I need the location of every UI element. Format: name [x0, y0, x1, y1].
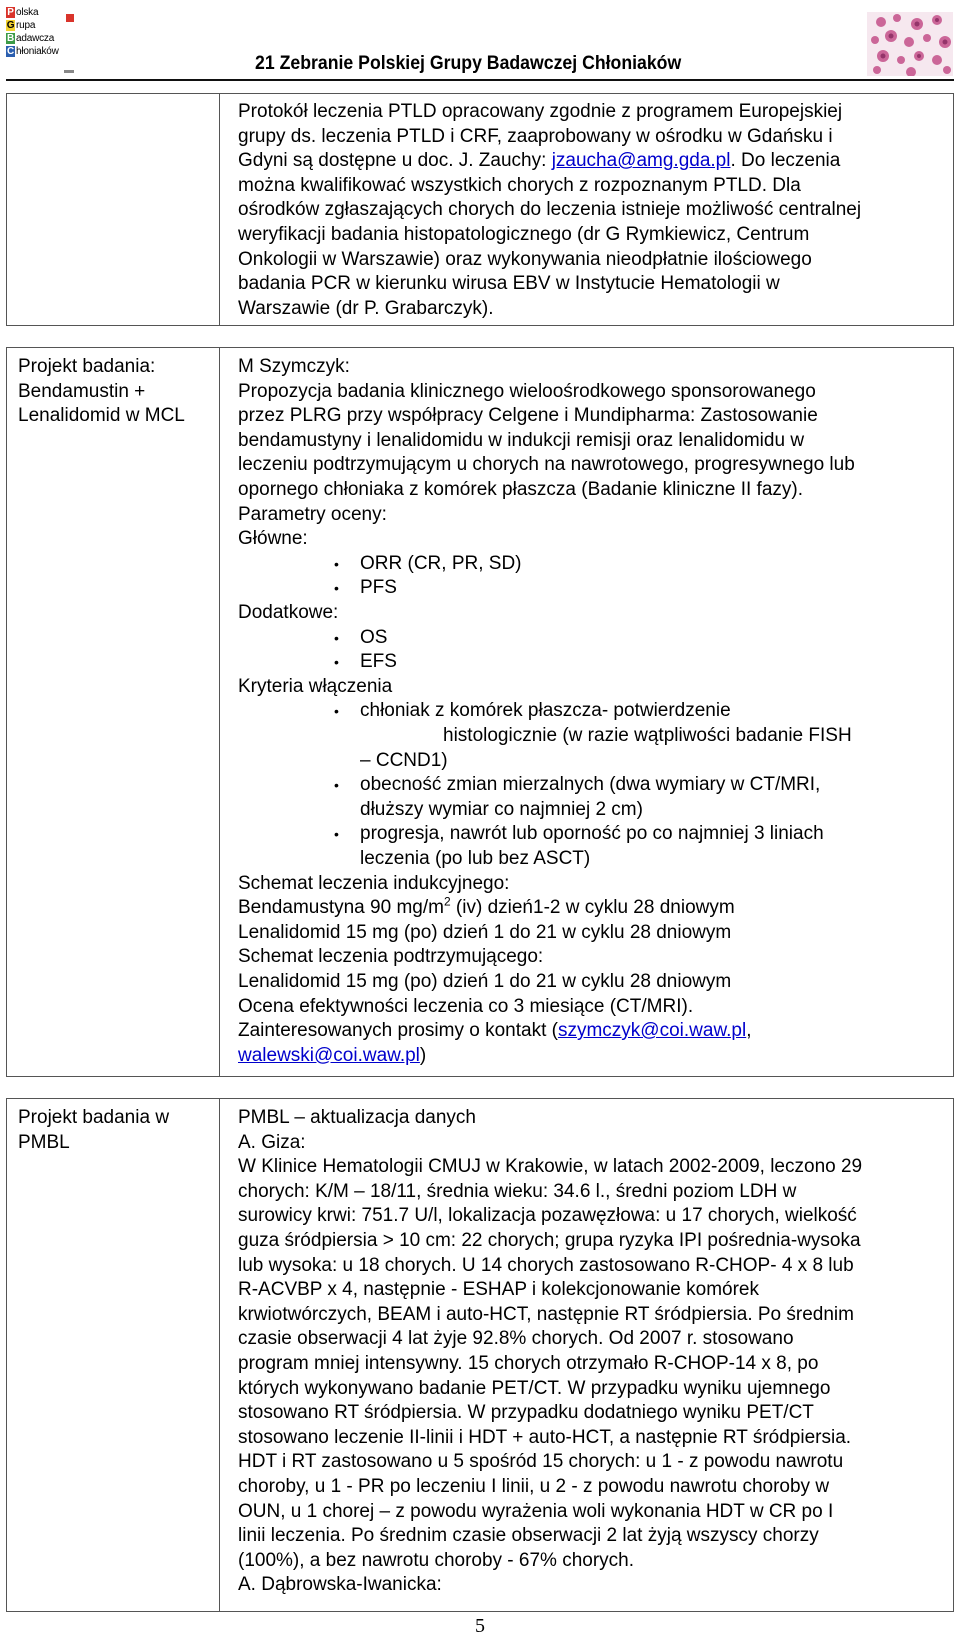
text-line: choroby, u 1 - PR po leczeniu I linii, u 2 - z powodu nawrotu choroby w	[238, 1476, 830, 1497]
text-line: A. Giza:	[238, 1131, 306, 1153]
superscript: 2	[443, 894, 451, 909]
row-label-line: Lenalidomid w MCL	[18, 405, 185, 427]
logo-accent-square	[66, 14, 74, 22]
text-line: surowicy krwi: 751.7 U/l, lokalizacja pozawęzłowa: u 17 chorych, wielkość	[238, 1205, 857, 1227]
text-line: Schemat leczenia indukcyjnego:	[238, 872, 510, 894]
text-line: weryfikacji badania histopatologicznego (dr G Rymkiewicz, Centrum	[238, 224, 810, 245]
logo-initial: P	[7, 7, 14, 18]
logo-word: adawcza	[16, 33, 55, 44]
microscopy-cells-image	[867, 12, 953, 76]
text-line: walewski@coi.waw.pl)	[238, 1044, 427, 1066]
text-line: badania PCR w kierunku wirusa EBV w Instytucie Hematologii w	[238, 273, 780, 295]
row-label	[18, 1106, 169, 1155]
table-row	[6, 93, 954, 326]
bullet-item: progresja, nawrót lub oporność po co najmniej 3 liniach	[360, 823, 824, 845]
text-line: Parametry oceny:	[238, 503, 387, 525]
text-line: grupy ds. leczenia PTLD i CRF, zaaprobowany w ośrodku w Gdańsku i	[238, 125, 833, 147]
page-header	[0, 0, 960, 82]
table-row	[6, 347, 954, 1077]
logo-word: rupa	[16, 20, 36, 31]
logo-initial: B	[6, 33, 15, 44]
row-content-cell	[220, 94, 953, 325]
text-line: leczenia (po lub bez ASCT)	[360, 848, 591, 869]
text-line: OUN, u 1 chorej – z powodu wyrażenia woli wykonania HDT w CR po I	[238, 1500, 834, 1522]
logo-line	[6, 6, 70, 19]
row-label-cell	[7, 1099, 220, 1611]
bullet-item: EFS	[360, 651, 397, 673]
bullet-icon: •	[334, 580, 339, 597]
header-title: 21 Zebranie Polskiej Grupy Badawczej Chłoniaków	[254, 53, 682, 74]
bullet-item: PFS	[360, 577, 397, 599]
bullet-icon: •	[334, 703, 339, 720]
text-line: krwiotwórczych, BEAM i auto-HCT, następnie RT śródpiersia. Po średnim	[238, 1303, 854, 1325]
row-label-line: PMBL	[18, 1131, 70, 1153]
text-line: Kryteria włączenia	[238, 675, 393, 697]
text-line: stosowano leczenie II-linii i HDT + auto-HCT, a następnie RT śródpiersia.	[238, 1426, 852, 1448]
text-line: HDT i RT zastosowano u 5 spośród 15 chorych: u 1 - z powodu nawrotu	[238, 1451, 844, 1473]
text-line: – CCND1)	[360, 749, 448, 771]
bullet-item: ORR (CR, PR, SD)	[360, 552, 522, 574]
text-line: W Klinice Hematologii CMUJ w Krakowie, w latach 2002-2009, leczono 29	[238, 1156, 863, 1178]
text-line: Onkologii w Warszawie) oraz wykonywania nieodpłatnie ilościowego	[238, 248, 812, 270]
row-label-line: Bendamustin +	[18, 380, 146, 402]
text-line: Dodatkowe:	[238, 602, 339, 623]
text-line: chorych: K/M – 18/11, średnia wieku: 34.6 l., średni poziom LDH w	[238, 1180, 797, 1202]
text-line: których wykonywano badanie PET/CT. W przypadku wyniku ujemnego	[238, 1377, 831, 1399]
text-line: Schemat leczenia podtrzymującego:	[238, 946, 544, 968]
text-line: Lenalidomid 15 mg (po) dzień 1 do 21 w cyklu 28 dniowym	[238, 921, 732, 943]
logo-line	[6, 19, 70, 32]
text-line: R-ACVBP x 4, następnie - ESHAP i kolekcjonowanie komórek	[238, 1279, 759, 1301]
header-divider	[6, 79, 954, 81]
logo-word: hłoniaków	[16, 46, 59, 57]
row-label-cell	[7, 94, 220, 325]
text-line: Lenalidomid 15 mg (po) dzień 1 do 21 w cyklu 28 dniowym	[238, 971, 732, 992]
text-line: stosowano RT śródpiersia. W przypadku dodatniego wyniku PET/CT	[238, 1402, 814, 1424]
bullet-icon: •	[334, 826, 339, 843]
row-content-cell	[220, 1099, 953, 1611]
bullet-icon: •	[334, 629, 339, 646]
text-line: linii leczenia. Po średnim czasie obserwacji 2 lat żyją wszyscy chorzy	[238, 1525, 819, 1547]
text-line: leczeniu podtrzymującym u chorych na nawrotowego, progresywnego lub	[238, 454, 855, 476]
text-line: (100%), a bez nawrotu choroby - 67% chorych.	[238, 1549, 635, 1571]
row-label-line: Projekt badania:	[18, 356, 156, 377]
text-line: M Szymczyk:	[238, 356, 350, 377]
row-label	[18, 355, 185, 429]
text-line: guza śródpiersia > 10 cm: 22 chorych; grupa ryzyka IPI pośrednia-wysoka	[238, 1230, 861, 1251]
row-label-line: Projekt badania w	[18, 1107, 170, 1128]
text-line: czasie obserwacji 4 lat żyje 92.8% chorych. Od 2007 r. stosowano	[238, 1328, 794, 1350]
text-line: Warszawie (dr P. Grabarczyk).	[238, 297, 494, 319]
bullet-icon: •	[334, 777, 339, 794]
email-link[interactable]: walewski@coi.waw.pl	[238, 1044, 420, 1066]
text-line: można kwalifikować wszystkich chorych z rozpoznanym PTLD. Dla	[238, 174, 801, 196]
bullet-item: OS	[360, 626, 388, 648]
bullet-item: obecność zmian mierzalnych (dwa wymiary w CT/MRI,	[360, 774, 821, 796]
text-line: Ocena efektywności leczenia co 3 miesiące (CT/MRI).	[238, 995, 694, 1017]
row-content-cell	[220, 348, 953, 1076]
text-line: ośrodków zgłaszających chorych do leczenia istnieje możliwość centralnej	[238, 199, 862, 221]
bullet-item: chłoniak z komórek płaszcza- potwierdzenie	[360, 700, 731, 722]
text-line: Bendamustyna 90 $mg/m^2$ (iv) dzień1-2 w cyklu 28 dniowym	[238, 894, 735, 919]
text-line: histologicznie (w razie wątpliwości badanie FISH	[443, 725, 852, 746]
text-line: Główne:	[238, 528, 308, 550]
text-line: A. Dąbrowska-Iwanicka:	[238, 1574, 442, 1596]
bullet-icon: •	[334, 555, 339, 572]
text-line: dłuższy wymiar co najmniej 2 cm)	[360, 798, 643, 820]
logo-initial: G	[6, 20, 15, 31]
text-line: program mniej intensywny. 15 chorych otrzymało R-CHOP-14 x 8, po	[238, 1353, 819, 1374]
email-link[interactable]: szymczyk@coi.waw.pl	[557, 1020, 747, 1042]
text-line: opornego chłoniaka z komórek płaszcza (Badanie kliniczne II fazy).	[238, 479, 804, 500]
logo-initial: C	[6, 46, 15, 57]
text-line: bendamustyny i lenalidomidu w indukcji remisji oraz lenalidomidu w	[238, 429, 805, 451]
text-line: Protokół leczenia PTLD opracowany zgodnie z programem Europejskiej	[238, 101, 843, 122]
text-line: PMBL – aktualizacja danych	[238, 1107, 476, 1128]
text-line: przez PLRG przy współpracy Celgene i Mundipharma: Zastosowanie	[238, 405, 818, 427]
email-link[interactable]: jzaucha@amg.gda.pl	[551, 150, 731, 172]
table-row	[6, 1098, 954, 1612]
text-line: Zainteresowanych prosimy o kontakt (szymczyk@coi.waw.pl,	[238, 1020, 752, 1042]
logo-word: olska	[16, 7, 39, 18]
row-label-cell	[7, 348, 220, 1076]
text-line: lub wysoka: u 18 chorych. U 14 chorych zastosowano R-CHOP- 4 x 8 lub	[238, 1254, 854, 1276]
logo-line	[6, 32, 70, 45]
page-number: 5	[475, 1615, 485, 1637]
text-line: Gdyni są dostępne u doc. J. Zauchy: jzaucha@amg.gda.pl. Do leczenia	[238, 150, 841, 172]
text-line: Propozycja badania klinicznego wieloośrodkowego sponsorowanego	[238, 380, 816, 402]
bullet-icon: •	[334, 654, 339, 671]
